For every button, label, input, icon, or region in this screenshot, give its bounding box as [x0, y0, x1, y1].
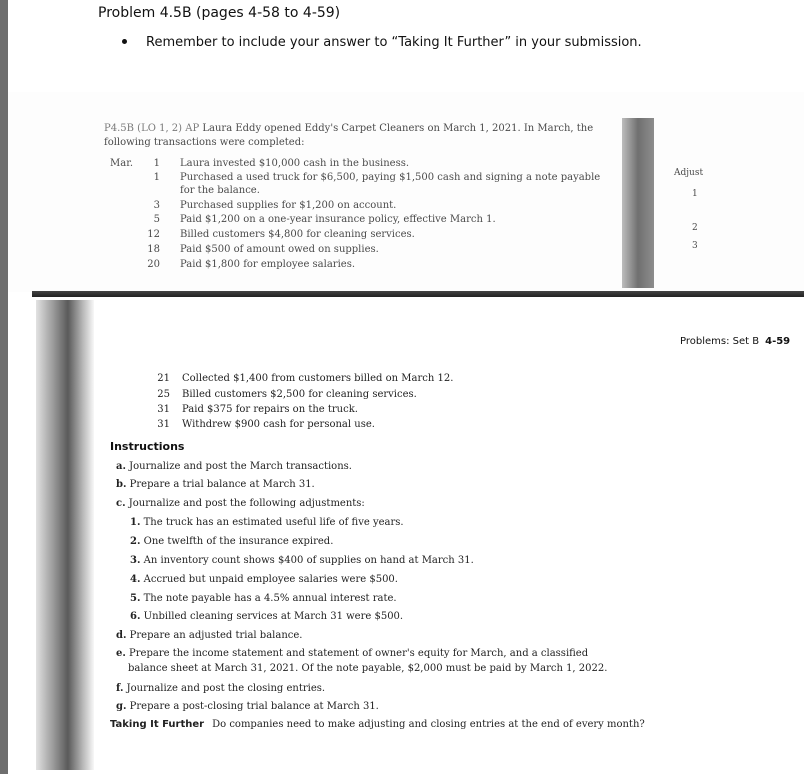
problem-code: P4.5B: [104, 123, 134, 134]
side-number: 3: [692, 241, 698, 251]
instruction-text: Journalize and post the closing entries.: [126, 683, 326, 694]
transaction-text: Paid $1,800 for employee salaries.: [180, 259, 356, 270]
transaction-day: 21: [157, 373, 170, 384]
problem-lo: (LO 1, 2) AP: [137, 123, 200, 134]
adjustment-text: The truck has an estimated useful life of five years.: [143, 517, 404, 528]
instruction-item: [116, 628, 302, 643]
transaction-text: Paid $1,200 on a one-year insurance policy, effective March 1.: [180, 214, 496, 225]
left-edge-strip: [0, 0, 8, 774]
instruction-text: Prepare a post-closing trial balance at March 31.: [129, 701, 379, 712]
transaction-day: 31: [157, 404, 170, 415]
side-number: 2: [692, 223, 698, 233]
transaction-day: 1: [153, 158, 160, 169]
adjustment-item: [130, 515, 404, 530]
instruction-text: Prepare the income statement and statement of owner's equity for March, and a classified balance sheet at March 31, 2021. Of the note payable, $2,000 must be paid by March 1, 2022.: [128, 648, 608, 674]
transaction-day: 31: [157, 419, 170, 430]
transaction-month: Mar.: [110, 158, 134, 169]
adjustment-item: [130, 572, 398, 587]
instruction-letter: g.: [116, 701, 127, 712]
adjustment-number: 5.: [130, 593, 141, 604]
instruction-item: [116, 496, 365, 511]
adjustment-item: [130, 591, 397, 606]
transaction-day: 5: [153, 214, 160, 225]
transaction-row: [150, 417, 375, 433]
transaction-text: Billed customers $4,800 for cleaning services.: [180, 229, 415, 240]
instruction-item: [116, 699, 379, 714]
instruction-letter: c.: [116, 498, 126, 509]
transaction-text: Purchased supplies for $1,200 on account.: [180, 200, 397, 211]
adjustment-text: The note payable has a 4.5% annual interest rate.: [143, 593, 397, 604]
transaction-text: Laura invested $10,000 cash in the business.: [180, 158, 410, 169]
transaction-row: [150, 371, 453, 387]
instruction-item: [116, 681, 325, 696]
bullet-icon: [122, 39, 127, 44]
submission-reminder: Remember to include your answer to “Taking It Further” in your submission.: [146, 35, 642, 50]
page-binding-shadow: [622, 118, 654, 288]
instructions-heading: Instructions: [110, 440, 185, 453]
transaction-text: Withdrew $900 cash for personal use.: [182, 419, 375, 430]
instruction-item: [116, 459, 352, 474]
adjustment-text: Accrued but unpaid employee salaries were $500.: [143, 574, 398, 585]
transaction-day: 1: [153, 172, 160, 183]
instruction-letter: d.: [116, 630, 127, 641]
transaction-day: 18: [147, 244, 160, 255]
adjustment-number: 3.: [130, 555, 141, 566]
instruction-letter: a.: [116, 461, 126, 472]
transaction-day: 25: [157, 389, 170, 400]
transaction-text: Purchased a used truck for $6,500, paying $1,500 cash and signing a note payable for the balance.: [180, 172, 601, 196]
side-number: 1: [692, 189, 698, 199]
transaction-row: [150, 387, 417, 403]
page-section-label: Problems: Set B: [680, 336, 760, 347]
side-adjust-label: Adjust: [674, 168, 704, 178]
adjustment-item: [130, 609, 403, 624]
adjustment-item: [130, 553, 474, 568]
problem-intro-text: Laura Eddy opened Eddy's Carpet Cleaners on March 1, 2021. In March, the following transactions were completed:: [104, 123, 594, 148]
instruction-text: Prepare a trial balance at March 31.: [129, 479, 315, 490]
adjustment-text: Unbilled cleaning services at March 31 were $500.: [143, 611, 404, 622]
page-binding-shadow: [36, 300, 94, 770]
transaction-text: Paid $500 of amount owed on supplies.: [180, 244, 379, 255]
transaction-row: [150, 402, 358, 418]
problem-intro: [104, 122, 620, 150]
instruction-item: [116, 646, 628, 676]
instruction-text: Journalize and post the following adjustments:: [128, 498, 365, 509]
adjustment-number: 4.: [130, 574, 141, 585]
adjustment-number: 1.: [130, 517, 141, 528]
taking-it-further: [110, 719, 645, 730]
transaction-day: 12: [147, 229, 160, 240]
transaction-day: 3: [153, 200, 160, 211]
taking-it-further-question: Do companies need to make adjusting and closing entries at the end of every month?: [212, 719, 645, 730]
adjustment-text: One twelfth of the insurance expired.: [143, 536, 334, 547]
page-number: 4-59: [765, 336, 791, 347]
instruction-letter: f.: [116, 683, 124, 694]
adjustment-text: An inventory count shows $400 of supplies on hand at March 31.: [143, 555, 474, 566]
problem-title: Problem 4.5B (pages 4-58 to 4-59): [98, 5, 341, 21]
transaction-text: Billed customers $2,500 for cleaning services.: [182, 389, 417, 400]
taking-it-further-label: Taking It Further: [110, 719, 205, 730]
instruction-letter: b.: [116, 479, 127, 490]
transaction-text: Collected $1,400 from customers billed on March 12.: [182, 373, 454, 384]
instruction-text: Prepare an adjusted trial balance.: [129, 630, 303, 641]
adjustment-number: 2.: [130, 536, 141, 547]
transaction-text: Paid $375 for repairs on the truck.: [182, 404, 358, 415]
instruction-text: Journalize and post the March transactions.: [129, 461, 352, 472]
instruction-item: [116, 477, 315, 492]
instruction-letter: e.: [116, 648, 126, 659]
transaction-day: 20: [147, 259, 160, 270]
adjustment-item: [130, 534, 333, 549]
adjustment-number: 6.: [130, 611, 141, 622]
page-reference: [680, 336, 790, 347]
